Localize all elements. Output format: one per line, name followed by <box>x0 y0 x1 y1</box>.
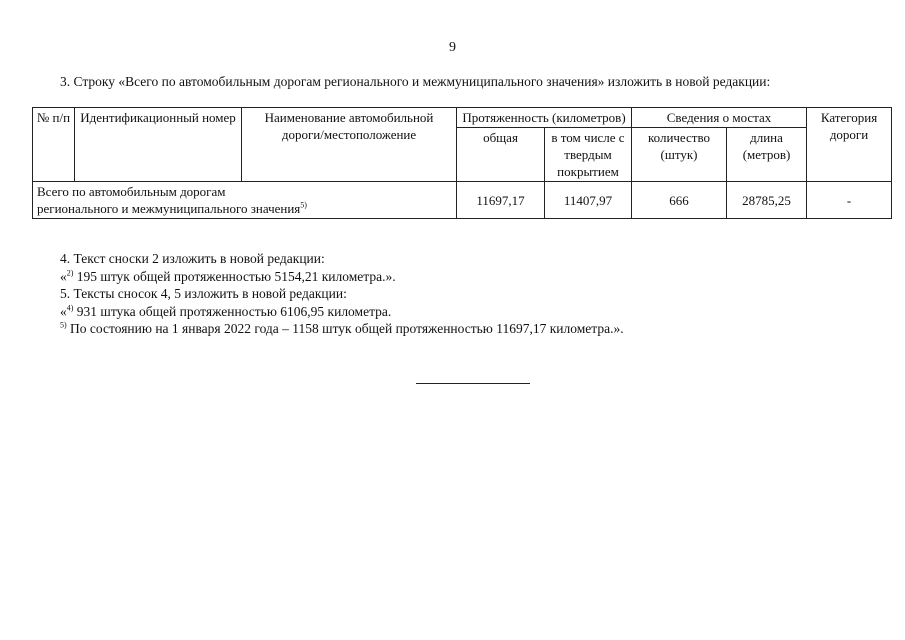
table-row-total <box>33 182 892 219</box>
notes-section <box>60 250 880 338</box>
total-bridges-count: 666 <box>632 182 727 219</box>
footnote-5-mark: 5) <box>60 320 67 330</box>
total-bridges-length: 28785,25 <box>727 182 807 219</box>
footnote-4-text <box>60 303 880 321</box>
footnote-2-mark: 2) <box>66 268 74 277</box>
header-name: Наименование автомобильной дороги/местоположение <box>242 108 457 182</box>
header-id: Идентификационный номер <box>75 108 242 182</box>
header-bridges: Сведения о мостах <box>632 108 807 128</box>
page-number: 9 <box>449 40 456 55</box>
header-length: Протяженность (километров) <box>457 108 632 128</box>
footnote-ref-5: 5) <box>300 200 307 210</box>
paragraph-5: 5. Тексты сносок 4, 5 изложить в новой редакции: <box>60 286 347 301</box>
intro-paragraph: 3. Строку «Всего по автомобильным дорогам регионального и межмуниципального значения» изложить в новой редакции: <box>60 74 771 89</box>
footnote-5-text <box>60 320 880 338</box>
header-length-total: общая <box>457 128 545 182</box>
total-label-line1: Всего по автомобильным дорогам <box>37 184 226 199</box>
total-length-paved: 11407,97 <box>545 182 632 219</box>
quote-open: « <box>60 303 67 319</box>
total-label-line2: регионального и межмуниципального значения <box>37 201 301 216</box>
total-label <box>33 182 457 219</box>
footnote-4-mark: 4) <box>66 303 74 312</box>
header-num: № п/п <box>33 108 75 182</box>
paragraph-4: 4. Текст сноски 2 изложить в новой редакции: <box>60 251 325 266</box>
total-length: 11697,17 <box>457 182 545 219</box>
closing-rule <box>416 383 530 384</box>
footnote-2-text <box>60 268 880 286</box>
quote-open: « <box>60 268 67 284</box>
header-bridges-length: длина (метров) <box>727 128 807 182</box>
footnote-2-body: 195 штук общей протяженностью 5154,21 километра.». <box>73 268 396 284</box>
roads-table <box>32 107 892 219</box>
header-bridges-count: количество (штук) <box>632 128 727 182</box>
footnote-5-body: По состоянию на 1 января 2022 года – 1158 штук общей протяженностью 11697,17 километра.». <box>66 321 624 336</box>
header-length-paved: в том числе с твердым покрытием <box>545 128 632 182</box>
header-category: Категория дороги <box>807 108 892 182</box>
total-category: - <box>807 182 892 219</box>
footnote-4-body: 931 штука общей протяженностью 6106,95 километра. <box>73 303 392 319</box>
